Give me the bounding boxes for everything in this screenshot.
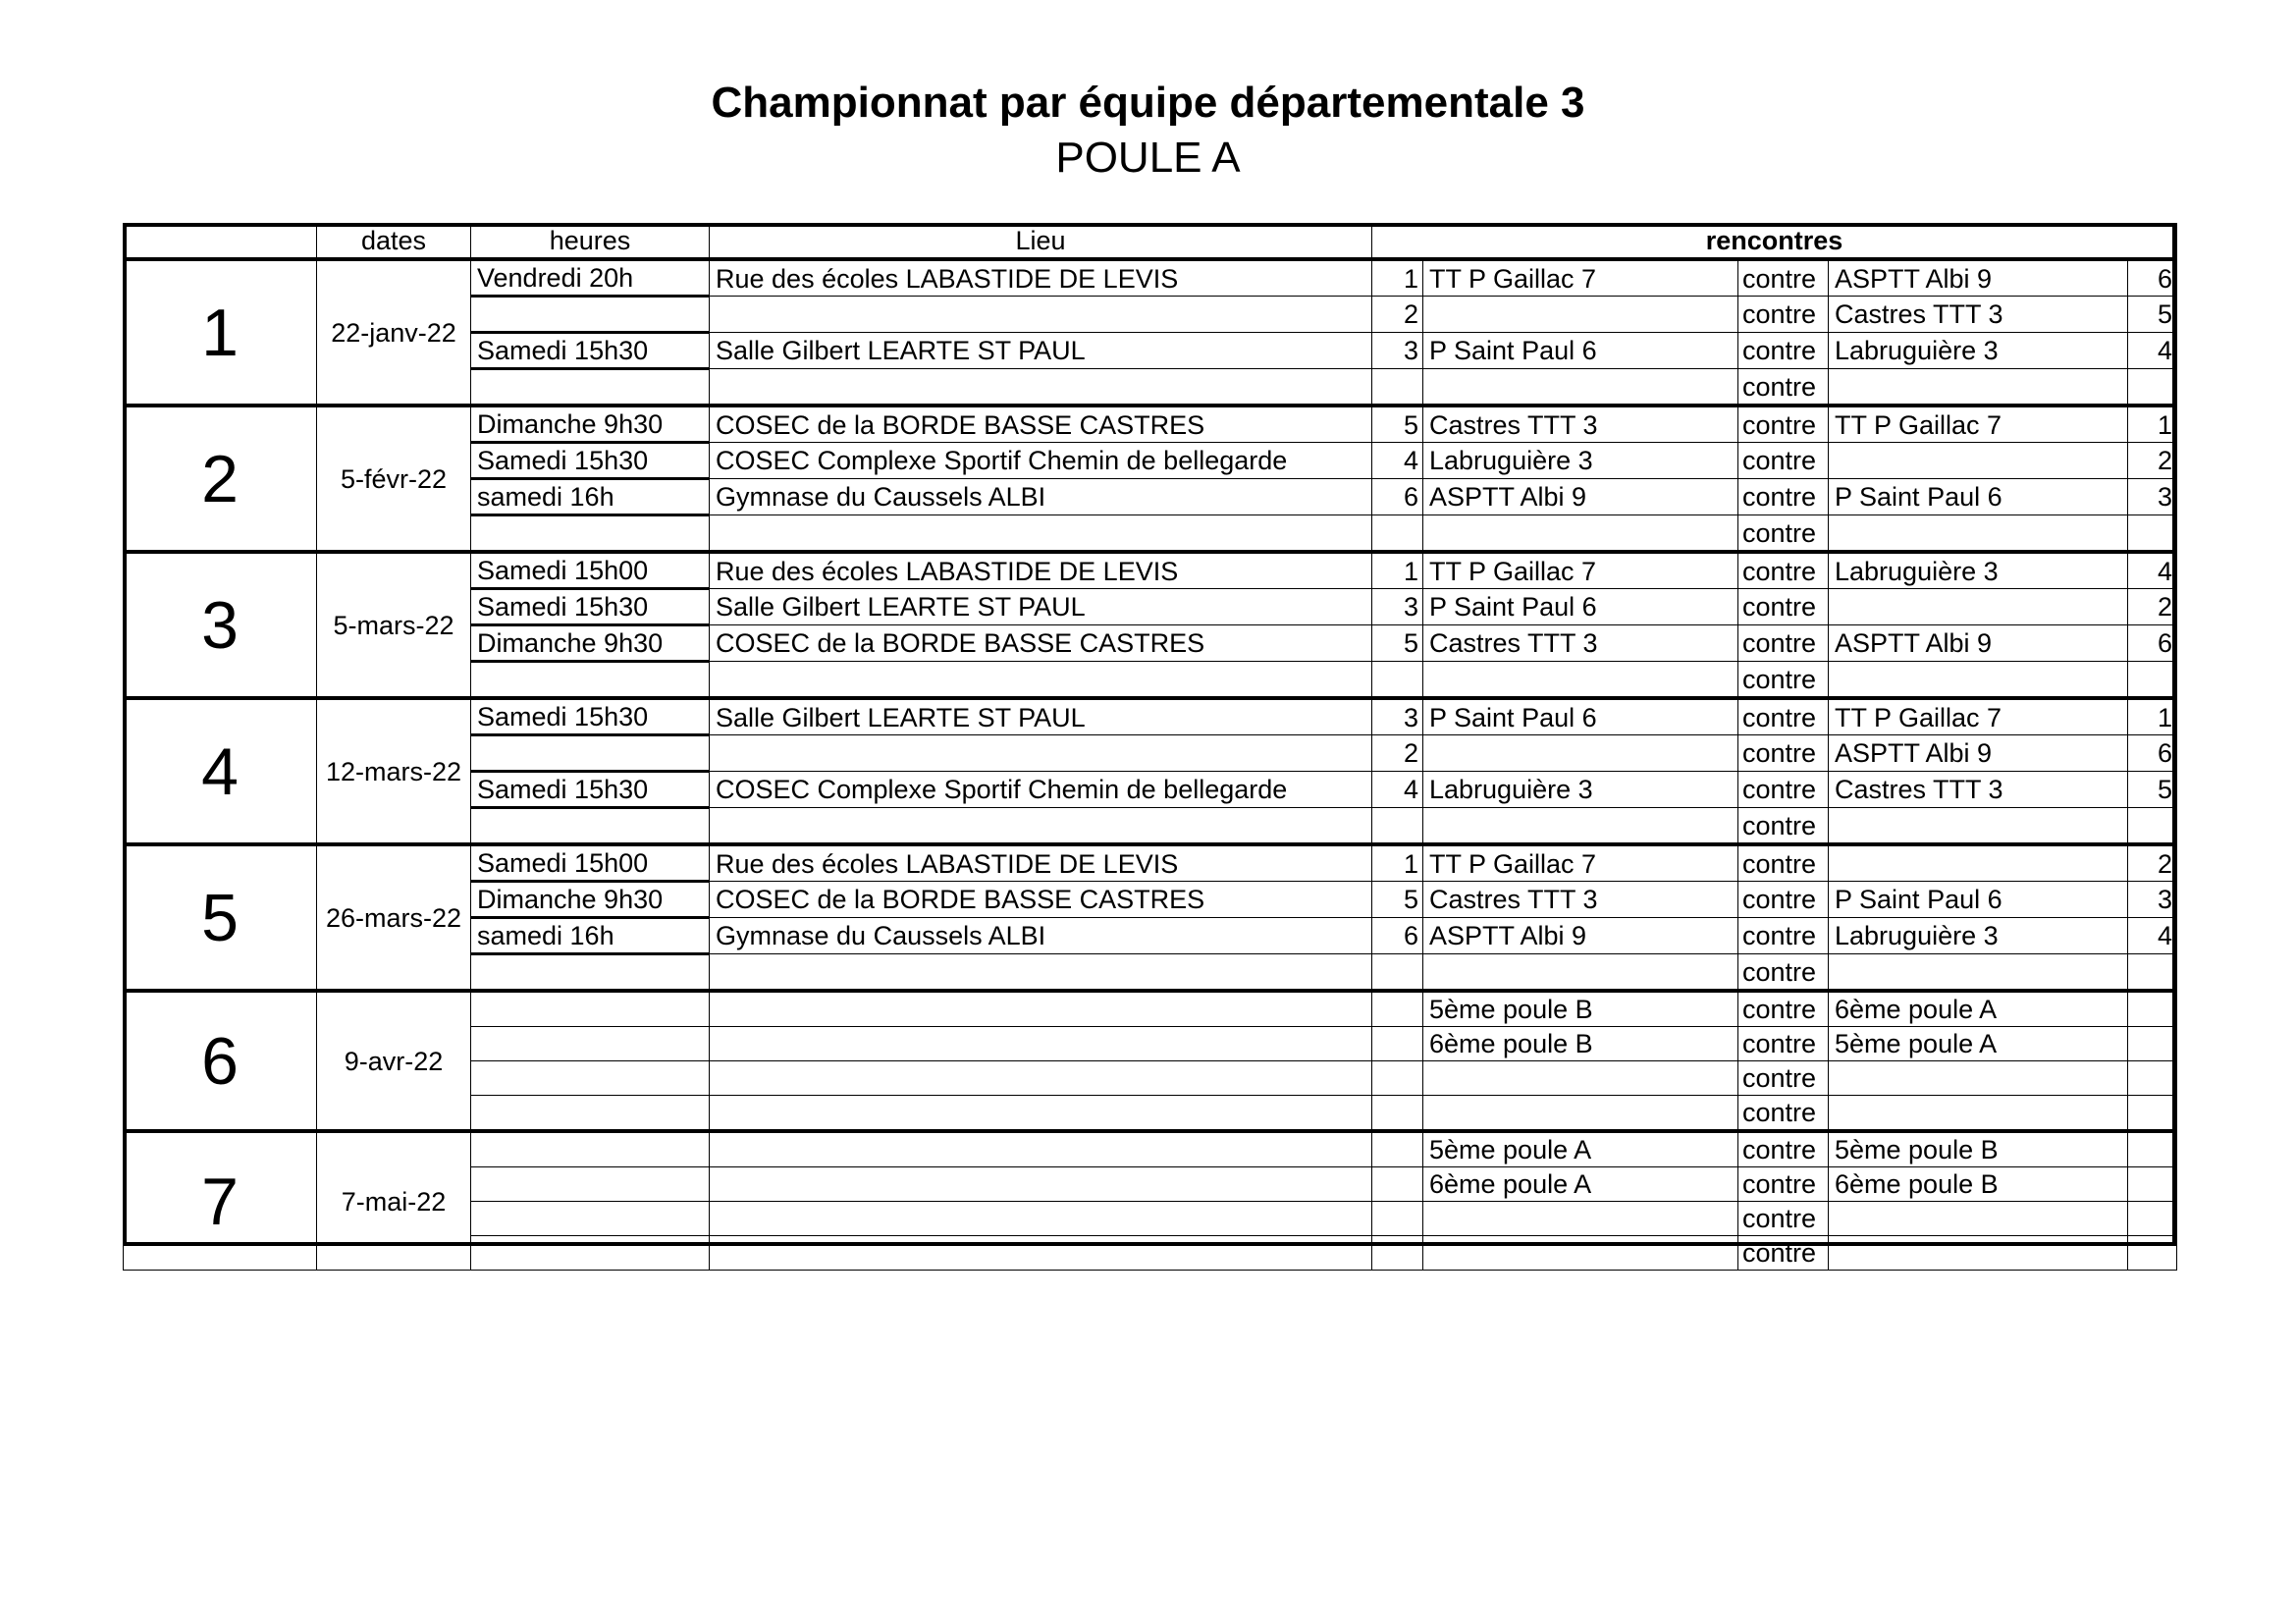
page-title: Championnat par équipe départementale 3 (711, 79, 1585, 127)
team2-name (1829, 443, 2128, 479)
team2-number: 2 (2128, 589, 2177, 625)
match-lieu: COSEC de la BORDE BASSE CASTRES (710, 406, 1372, 443)
match-heure (471, 1202, 710, 1236)
team2-name: 6ème poule A (1829, 991, 2128, 1027)
match-heure (471, 297, 710, 333)
match-lieu: Gymnase du Caussels ALBI (710, 479, 1372, 515)
match-lieu (710, 1202, 1372, 1236)
match-heure (471, 1167, 710, 1202)
team2-number: 5 (2128, 297, 2177, 333)
team2-number: 3 (2128, 479, 2177, 515)
contre-label: contre (1738, 1061, 1829, 1096)
match-lieu (710, 297, 1372, 333)
team1-name (1423, 297, 1738, 333)
team1-number: 5 (1372, 882, 1423, 918)
team2-number (2128, 1202, 2177, 1236)
contre-label: contre (1738, 735, 1829, 772)
team1-number (1372, 1061, 1423, 1096)
team1-number (1372, 1202, 1423, 1236)
match-heure: samedi 16h (471, 479, 710, 515)
team2-name: 5ème poule B (1829, 1131, 2128, 1167)
match-lieu: Gymnase du Caussels ALBI (710, 918, 1372, 954)
match-lieu: COSEC Complexe Sportif Chemin de bellegarde (710, 443, 1372, 479)
schedule-body (124, 259, 2177, 1271)
contre-label: contre (1738, 882, 1829, 918)
team2-name: Labruguière 3 (1829, 918, 2128, 954)
team1-name: P Saint Paul 6 (1423, 333, 1738, 369)
round-number: 5 (124, 844, 317, 991)
contre-label: contre (1738, 991, 1829, 1027)
team1-name: Castres TTT 3 (1423, 882, 1738, 918)
page-subtitle: POULE A (1055, 134, 1241, 182)
match-lieu (710, 1167, 1372, 1202)
table-row (124, 698, 2177, 735)
team2-name: 5ème poule A (1829, 1027, 2128, 1061)
match-lieu (710, 735, 1372, 772)
contre-label: contre (1738, 772, 1829, 808)
team1-name (1423, 954, 1738, 992)
match-lieu (710, 1131, 1372, 1167)
team1-name: Castres TTT 3 (1423, 406, 1738, 443)
schedule-table (123, 223, 2177, 1271)
contre-label: contre (1738, 369, 1829, 406)
match-heure (471, 808, 710, 845)
team1-name (1423, 662, 1738, 699)
header-blank (124, 224, 317, 260)
team1-number (1372, 1236, 1423, 1271)
team1-number: 2 (1372, 735, 1423, 772)
team1-number: 1 (1372, 552, 1423, 589)
match-heure (471, 954, 710, 992)
match-lieu (710, 515, 1372, 553)
team2-number: 1 (2128, 406, 2177, 443)
team1-name: 6ème poule A (1423, 1167, 1738, 1202)
round-date: 5-févr-22 (317, 406, 471, 552)
match-heure (471, 735, 710, 772)
team2-name: Castres TTT 3 (1829, 772, 2128, 808)
team2-number: 6 (2128, 259, 2177, 297)
match-lieu (710, 662, 1372, 699)
team1-number: 6 (1372, 918, 1423, 954)
team2-number (2128, 1027, 2177, 1061)
team2-number (2128, 1236, 2177, 1271)
team1-number: 3 (1372, 333, 1423, 369)
team1-name: ASPTT Albi 9 (1423, 918, 1738, 954)
team2-number (2128, 1167, 2177, 1202)
round-number: 6 (124, 991, 317, 1131)
team2-number (2128, 808, 2177, 845)
header-dates: dates (317, 224, 471, 260)
match-lieu (710, 1061, 1372, 1096)
round-number: 4 (124, 698, 317, 844)
team1-name (1423, 808, 1738, 845)
match-heure (471, 662, 710, 699)
team1-name (1423, 369, 1738, 406)
team2-number (2128, 991, 2177, 1027)
team2-name (1829, 844, 2128, 882)
round-number: 2 (124, 406, 317, 552)
team2-name: 6ème poule B (1829, 1167, 2128, 1202)
match-heure: Samedi 15h30 (471, 698, 710, 735)
team1-number: 3 (1372, 698, 1423, 735)
header-lieu: Lieu (710, 224, 1372, 260)
team1-number: 4 (1372, 443, 1423, 479)
team2-name (1829, 1236, 2128, 1271)
team1-name: TT P Gaillac 7 (1423, 552, 1738, 589)
header-rencontres: rencontres (1372, 224, 2177, 260)
team2-name (1829, 515, 2128, 553)
match-heure: Samedi 15h00 (471, 844, 710, 882)
team2-number (2128, 954, 2177, 992)
contre-label: contre (1738, 1167, 1829, 1202)
team2-number: 2 (2128, 443, 2177, 479)
team2-name: ASPTT Albi 9 (1829, 259, 2128, 297)
team1-name: 5ème poule A (1423, 1131, 1738, 1167)
team1-name (1423, 735, 1738, 772)
team2-name (1829, 1061, 2128, 1096)
match-heure: Samedi 15h30 (471, 333, 710, 369)
match-heure: Samedi 15h30 (471, 772, 710, 808)
team1-number: 4 (1372, 772, 1423, 808)
match-heure (471, 1061, 710, 1096)
team2-number (2128, 1096, 2177, 1132)
team1-number: 1 (1372, 844, 1423, 882)
table-row (124, 406, 2177, 443)
team2-name (1829, 369, 2128, 406)
team2-number: 4 (2128, 333, 2177, 369)
match-heure: Dimanche 9h30 (471, 406, 710, 443)
team2-number (2128, 1061, 2177, 1096)
team1-number (1372, 369, 1423, 406)
team1-number (1372, 991, 1423, 1027)
team1-name: TT P Gaillac 7 (1423, 844, 1738, 882)
round-date: 5-mars-22 (317, 552, 471, 698)
contre-label: contre (1738, 589, 1829, 625)
match-lieu: Salle Gilbert LEARTE ST PAUL (710, 698, 1372, 735)
team1-number (1372, 954, 1423, 992)
team2-name (1829, 1202, 2128, 1236)
team1-number: 5 (1372, 406, 1423, 443)
team2-number: 6 (2128, 625, 2177, 662)
team2-number: 3 (2128, 882, 2177, 918)
team1-number: 3 (1372, 589, 1423, 625)
match-lieu (710, 1096, 1372, 1132)
match-heure: Dimanche 9h30 (471, 882, 710, 918)
match-lieu: Salle Gilbert LEARTE ST PAUL (710, 589, 1372, 625)
match-heure: Samedi 15h30 (471, 589, 710, 625)
match-heure: samedi 16h (471, 918, 710, 954)
header-heures: heures (471, 224, 710, 260)
table-row (124, 259, 2177, 297)
team2-number (2128, 515, 2177, 553)
round-number: 3 (124, 552, 317, 698)
team2-name (1829, 589, 2128, 625)
team2-number: 4 (2128, 918, 2177, 954)
match-heure (471, 515, 710, 553)
team2-name: Labruguière 3 (1829, 552, 2128, 589)
team1-number: 5 (1372, 625, 1423, 662)
contre-label: contre (1738, 297, 1829, 333)
contre-label: contre (1738, 662, 1829, 699)
team2-number: 4 (2128, 552, 2177, 589)
contre-label: contre (1738, 1027, 1829, 1061)
team2-name: P Saint Paul 6 (1829, 882, 2128, 918)
contre-label: contre (1738, 443, 1829, 479)
match-heure (471, 1131, 710, 1167)
match-lieu: Rue des écoles LABASTIDE DE LEVIS (710, 259, 1372, 297)
team1-number (1372, 1027, 1423, 1061)
match-heure (471, 369, 710, 406)
team1-name: Castres TTT 3 (1423, 625, 1738, 662)
team1-name: P Saint Paul 6 (1423, 698, 1738, 735)
team2-name: ASPTT Albi 9 (1829, 625, 2128, 662)
team2-name: Labruguière 3 (1829, 333, 2128, 369)
team1-number: 2 (1372, 297, 1423, 333)
team1-name: TT P Gaillac 7 (1423, 259, 1738, 297)
contre-label: contre (1738, 844, 1829, 882)
table-row (124, 1131, 2177, 1167)
team1-name: ASPTT Albi 9 (1423, 479, 1738, 515)
team1-number: 1 (1372, 259, 1423, 297)
team2-name (1829, 1096, 2128, 1132)
contre-label: contre (1738, 1131, 1829, 1167)
team1-number (1372, 1096, 1423, 1132)
team2-name: TT P Gaillac 7 (1829, 406, 2128, 443)
contre-label: contre (1738, 552, 1829, 589)
contre-label: contre (1738, 1096, 1829, 1132)
team1-name: 5ème poule B (1423, 991, 1738, 1027)
match-heure: Samedi 15h30 (471, 443, 710, 479)
team1-number (1372, 1167, 1423, 1202)
match-heure (471, 991, 710, 1027)
team2-number: 2 (2128, 844, 2177, 882)
contre-label: contre (1738, 406, 1829, 443)
contre-label: contre (1738, 698, 1829, 735)
contre-label: contre (1738, 479, 1829, 515)
match-lieu: Salle Gilbert LEARTE ST PAUL (710, 333, 1372, 369)
team1-name: 6ème poule B (1423, 1027, 1738, 1061)
table-row (124, 991, 2177, 1027)
contre-label: contre (1738, 918, 1829, 954)
team2-number (2128, 1131, 2177, 1167)
table-row (124, 844, 2177, 882)
team1-number: 6 (1372, 479, 1423, 515)
contre-label: contre (1738, 333, 1829, 369)
contre-label: contre (1738, 259, 1829, 297)
round-date: 22-janv-22 (317, 259, 471, 406)
team1-name (1423, 1061, 1738, 1096)
team2-name: ASPTT Albi 9 (1829, 735, 2128, 772)
header-row (124, 224, 2177, 260)
round-date: 12-mars-22 (317, 698, 471, 844)
round-date: 9-avr-22 (317, 991, 471, 1131)
team2-number: 6 (2128, 735, 2177, 772)
round-number: 1 (124, 259, 317, 406)
round-date: 26-mars-22 (317, 844, 471, 991)
team2-number (2128, 369, 2177, 406)
team2-number (2128, 662, 2177, 699)
contre-label: contre (1738, 1236, 1829, 1271)
team1-number (1372, 662, 1423, 699)
match-lieu (710, 369, 1372, 406)
team2-number: 1 (2128, 698, 2177, 735)
team1-name (1423, 515, 1738, 553)
match-heure (471, 1027, 710, 1061)
match-lieu (710, 1236, 1372, 1271)
team1-number (1372, 515, 1423, 553)
match-lieu (710, 1027, 1372, 1061)
match-heure: Samedi 15h00 (471, 552, 710, 589)
match-lieu: COSEC de la BORDE BASSE CASTRES (710, 882, 1372, 918)
contre-label: contre (1738, 808, 1829, 845)
match-heure (471, 1096, 710, 1132)
match-lieu (710, 808, 1372, 845)
team2-name (1829, 662, 2128, 699)
contre-label: contre (1738, 625, 1829, 662)
team2-number: 5 (2128, 772, 2177, 808)
match-lieu: COSEC Complexe Sportif Chemin de bellegarde (710, 772, 1372, 808)
match-heure: Vendredi 20h (471, 259, 710, 297)
team1-number (1372, 808, 1423, 845)
round-date: 7-mai-22 (317, 1131, 471, 1271)
team1-name (1423, 1236, 1738, 1271)
team2-name (1829, 808, 2128, 845)
match-lieu: Rue des écoles LABASTIDE DE LEVIS (710, 552, 1372, 589)
match-heure (471, 1236, 710, 1271)
match-lieu (710, 991, 1372, 1027)
team1-name: P Saint Paul 6 (1423, 589, 1738, 625)
team1-name (1423, 1096, 1738, 1132)
team1-name (1423, 1202, 1738, 1236)
match-lieu: Rue des écoles LABASTIDE DE LEVIS (710, 844, 1372, 882)
table-row (124, 552, 2177, 589)
round-number: 7 (124, 1131, 317, 1271)
contre-label: contre (1738, 1202, 1829, 1236)
match-lieu (710, 954, 1372, 992)
team1-name: Labruguière 3 (1423, 772, 1738, 808)
match-heure: Dimanche 9h30 (471, 625, 710, 662)
team2-name: TT P Gaillac 7 (1829, 698, 2128, 735)
team2-name (1829, 954, 2128, 992)
contre-label: contre (1738, 954, 1829, 992)
team1-number (1372, 1131, 1423, 1167)
team1-name: Labruguière 3 (1423, 443, 1738, 479)
match-lieu: COSEC de la BORDE BASSE CASTRES (710, 625, 1372, 662)
team2-name: Castres TTT 3 (1829, 297, 2128, 333)
team2-name: P Saint Paul 6 (1829, 479, 2128, 515)
contre-label: contre (1738, 515, 1829, 553)
